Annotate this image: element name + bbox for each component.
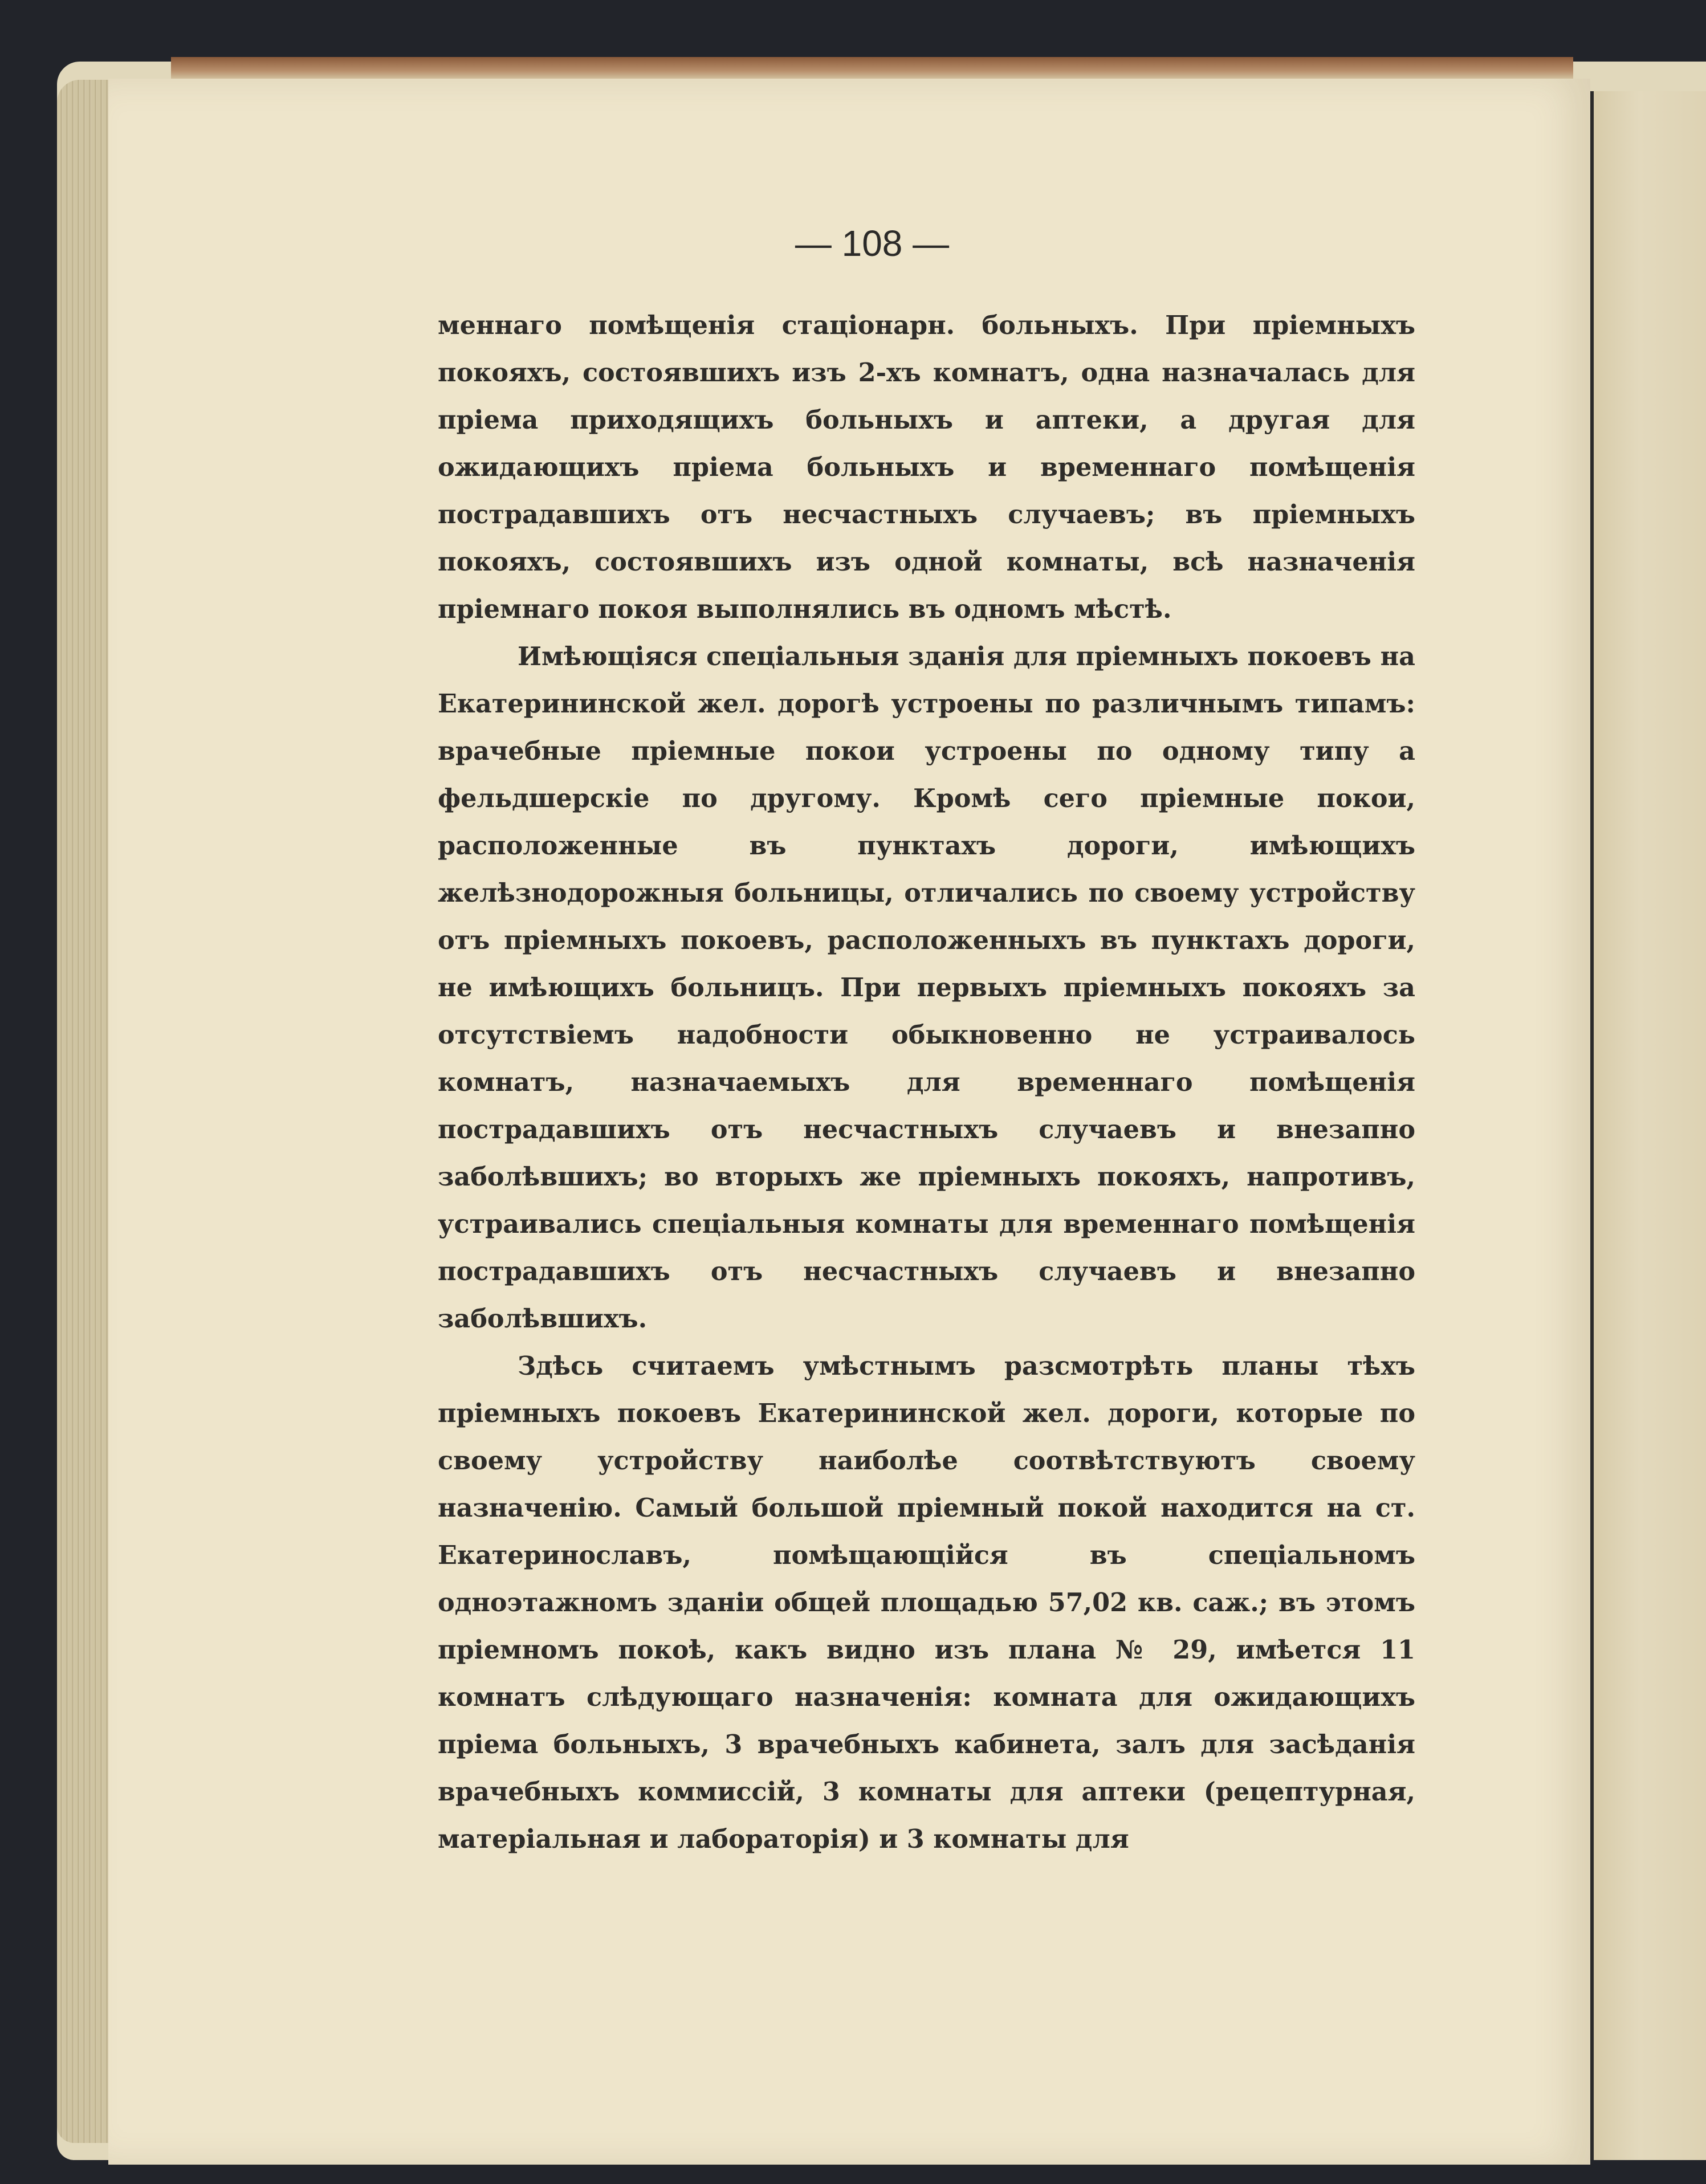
next-page-edge [1590, 91, 1706, 2160]
book-top-edge [171, 57, 1573, 80]
paragraph-3: Здѣсь считаемъ умѣстнымъ разсмотрѣть планы тѣхъ пріемныхъ покоевъ Екатерининской жел. дороги, которые по своему устройству наиболѣе соотвѣтствуютъ своему назначенію. Самый большой пріемный покой находится на ст. Екатеринославъ, помѣщающійся въ спеціальномъ одноэтажномъ зданіи общей площадью 57,02 кв. саж.; въ этомъ пріемномъ покоѣ, какъ видно изъ плана № 29, имѣется 11 комнатъ слѣдующаго назначенія: комната для ожидающихъ пріема больныхъ, 3 врачебныхъ кабинета, залъ для засѣданія врачебныхъ коммиссій, 3 комнаты для аптеки (рецептурная, матеріальная и лабораторія) и 3 комнаты для [438, 1351, 1415, 1854]
paragraph-2: Имѣющіяся спеціальныя зданія для пріемныхъ покоевъ на Екатерининской жел. дорогѣ устроены по различнымъ типамъ: врачебные пріемные покои устроены по одному типу а фельдшерскіе по другому. Кромѣ сего пріемные покои, расположенные въ пунктахъ дороги, имѣющихъ желѣзнодорожныя больницы, отличались по своему устройству отъ пріемныхъ покоевъ, расположенныхъ въ пунктахъ дороги, не имѣющихъ больницъ. При первыхъ пріемныхъ покояхъ за отсутствіемъ надобности обыкновенно не устраивалось комнатъ, назначаемыхъ для временнаго помѣщенія пострадавшихъ отъ несчастныхъ случаевъ и внезапно заболѣвшихъ; во вторыхъ же пріемныхъ покояхъ, напротивъ, устраивались спеціальныя комнаты для временнаго помѣщенія пострадавшихъ отъ несчастныхъ случаевъ и внезапно заболѣвшихъ. [438, 642, 1415, 1334]
book-page [108, 79, 1590, 2165]
page-number: — 108 — [795, 223, 950, 264]
page-text [438, 302, 1415, 1863]
paragraph-1: меннаго помѣщенія стаціонарн. больныхъ. При пріемныхъ покояхъ, состоявшихъ изъ 2-хъ комнатъ, одна назначалась для пріема приходящихъ больныхъ и аптеки, а другая для ожидающихъ пріема больныхъ и временнаго помѣщенія пострадавшихъ отъ несчастныхъ случаевъ; въ пріемныхъ покояхъ, состоявшихъ изъ одной комнаты, всѣ назначенія пріемнаго покоя выполнялись въ одномъ мѣстѣ. [438, 311, 1415, 624]
